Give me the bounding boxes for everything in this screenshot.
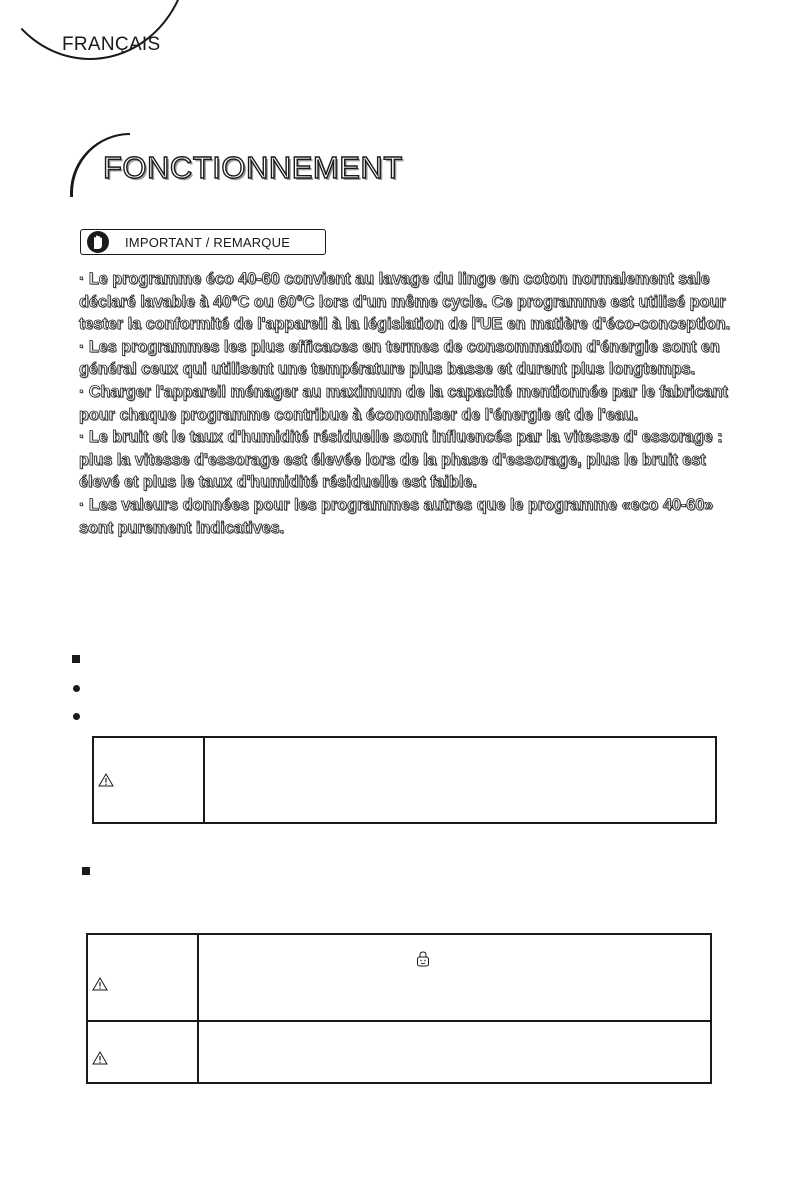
- table-row-separator: [88, 1020, 710, 1022]
- note-item: · Les valeurs données pour les programmes autres que le programme «eco 40-60» sont purement indicatives.: [79, 495, 714, 537]
- warning-table: [86, 933, 712, 1084]
- section-title: FONCTIONNEMENT: [103, 150, 403, 185]
- warning-triangle-icon: [98, 773, 114, 787]
- note-item: · Le programme éco 40-60 convient au lavage du linge en coton normalement sale déclaré lavable à 40°C ou 60°C lors d'un même cycle. Ce programme est utilisé pour tester la conformité de l'appareil à la législation de l'UE en matière d'éco-conception.: [79, 270, 731, 334]
- notes-block: [79, 268, 739, 539]
- warning-triangle-icon: [92, 1051, 108, 1065]
- important-notice-box: [80, 229, 326, 255]
- table-divider: [203, 738, 205, 822]
- table-divider: [197, 935, 199, 1082]
- round-bullet: [73, 713, 80, 720]
- warning-table: [92, 736, 717, 824]
- note-item: · Les programmes les plus efficaces en termes de consommation d'énergie sont en général ceux qui utilisent une température plus basse et durent plus longtemps.: [79, 337, 720, 379]
- child-lock-icon: [416, 951, 430, 967]
- square-bullet: [72, 655, 80, 663]
- square-bullet: [82, 867, 90, 875]
- note-item: · Le bruit et le taux d'humidité résiduelle sont influencés par la vitesse d' essorage : plus la vitesse d'essorage est élevée lors de la phase d'essorage, plus le bruit est élevé et plus le taux d'humidité résiduelle est faible.: [79, 428, 723, 492]
- warning-triangle-icon: [92, 977, 108, 991]
- language-label: FRANÇAIS: [62, 34, 161, 55]
- important-label: IMPORTANT / REMARQUE: [125, 234, 291, 250]
- round-bullet: [73, 685, 80, 692]
- note-item: · Charger l'appareil ménager au maximum de la capacité mentionnée par le fabricant pour chaque programme contribue à économiser de l'énergie et de l'eau.: [79, 382, 728, 424]
- hand-stop-icon: [87, 231, 109, 253]
